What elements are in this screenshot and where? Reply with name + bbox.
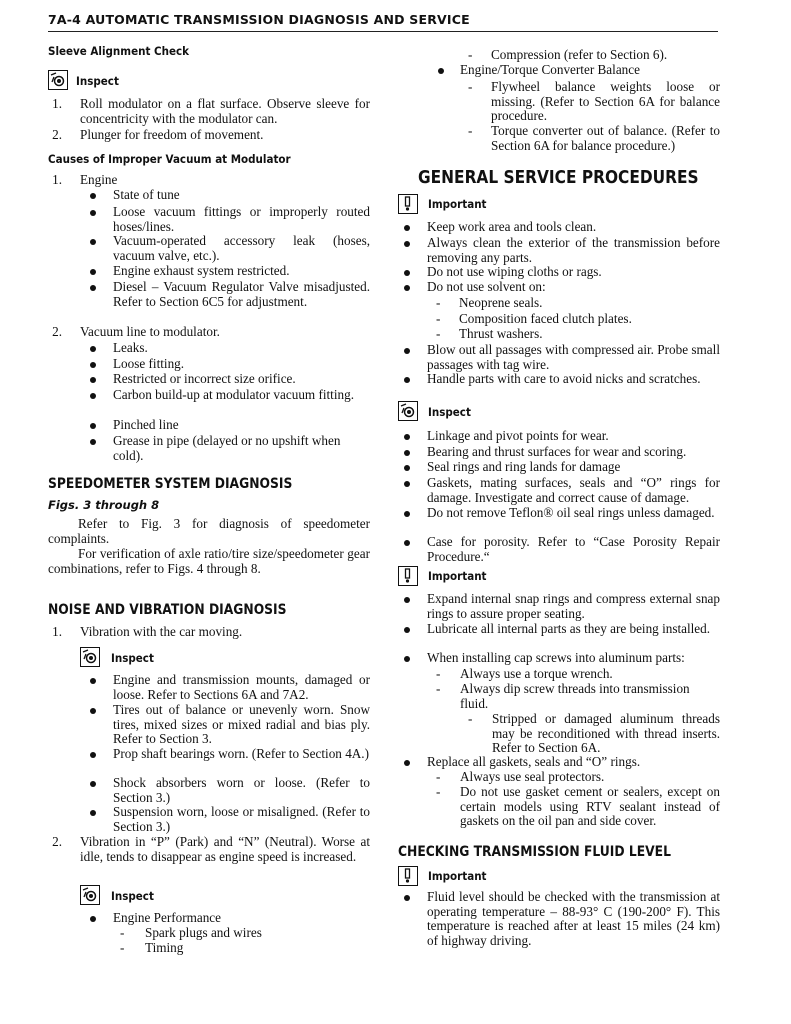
noise-heading: NOISE AND VIBRATION DIAGNOSIS	[48, 602, 287, 618]
bullet	[404, 656, 410, 662]
dash-marker: -	[436, 295, 441, 310]
dash-marker: -	[436, 784, 441, 799]
bullet-text: Lubricate all internal parts as they are being installed.	[427, 621, 711, 636]
bullet	[90, 678, 96, 684]
list-item: Engine	[80, 172, 118, 187]
list-item: Roll modulator on a flat surface. Observe sleeve for concentricity with the modulator can.	[80, 96, 370, 126]
important-label: Important	[428, 869, 487, 883]
bullet	[90, 781, 96, 787]
bullet-text: Keep work area and tools clean.	[427, 219, 597, 234]
important-label: Important	[428, 569, 487, 583]
bullet-text: Replace all gaskets, seals and “O” rings.	[427, 754, 641, 769]
dash-text: Composition faced clutch plates.	[459, 311, 632, 326]
speedometer-heading: SPEEDOMETER SYSTEM DIAGNOSIS	[48, 476, 293, 492]
eye-inspect-icon	[80, 885, 100, 905]
bullet	[404, 450, 410, 456]
bullet-text: Vacuum-operated accessory leak (hoses, vacuum valve, etc.).	[113, 233, 370, 263]
bullet-text: Prop shaft bearings worn. (Refer to Section 4A.)	[113, 746, 369, 761]
bullet	[90, 239, 96, 245]
bullet-text: Pinched line	[113, 417, 179, 432]
bullet	[90, 346, 96, 352]
exclamation-important-icon	[398, 866, 418, 886]
bullet	[404, 760, 410, 766]
dash-text: Stripped or damaged aluminum threads may be reconditioned with thread inserts. Refer to Section 6A.	[492, 711, 720, 756]
dash-text: Torque converter out of balance. (Refer to Section 6A for balance procedure.)	[491, 123, 720, 153]
speedometer-paragraph: Refer to Fig. 3 for diagnosis of speedometer complaints.	[48, 516, 370, 546]
bullet	[404, 540, 410, 546]
bullet-text: Expand internal snap rings and compress external snap rings to assure proper seating.	[427, 591, 720, 621]
bullet	[404, 627, 410, 633]
dash-text: Do not use gasket cement or sealers, except on certain models using RTV sealant instead of gaskets on the oil pan and side cover.	[460, 784, 720, 829]
bullet-text: Engine and transmission mounts, damaged or loose. Refer to Sections 6A and 7A2.	[113, 672, 370, 702]
bullet-text: Gaskets, mating surfaces, seals and “O” rings for damage. Investigate and correct cause of damage.	[427, 475, 720, 505]
bullet	[404, 597, 410, 603]
dash-marker: -	[468, 123, 473, 138]
list-number: 2.	[52, 324, 62, 339]
fluid-heading: CHECKING TRANSMISSION FLUID LEVEL	[398, 844, 671, 860]
bullet	[90, 439, 96, 445]
eye-inspect-icon	[80, 647, 100, 667]
dash-text: Neoprene seals.	[459, 295, 543, 310]
bullet	[90, 269, 96, 275]
dash-marker: -	[436, 666, 441, 681]
bullet	[404, 270, 410, 276]
bullet-text: Do not remove Teflon® oil seal rings unless damaged.	[427, 505, 715, 520]
bullet-text: Engine exhaust system restricted.	[113, 263, 290, 278]
dash-text: Flywheel balance weights loose or missing. (Refer to Section 6A for balance procedure.	[491, 79, 720, 124]
list-item: Plunger for freedom of movement.	[80, 127, 264, 142]
bullet	[90, 193, 96, 199]
bullet-text: Handle parts with care to avoid nicks and scratches.	[427, 371, 701, 386]
inspect-label: Inspect	[76, 74, 119, 88]
list-number: 1.	[52, 96, 62, 111]
bullet-text: Grease in pipe (delayed or no upshift when cold).	[113, 433, 341, 463]
important-label: Important	[428, 197, 487, 211]
page-header	[48, 9, 718, 32]
sleeve-heading: Sleeve Alignment Check	[48, 44, 190, 58]
dash-text: Always dip screw threads into transmission fluid.	[460, 681, 690, 711]
bullet-text: Do not use solvent on:	[427, 279, 546, 294]
bullet	[90, 810, 96, 816]
inspect-label: Inspect	[111, 651, 154, 665]
bullet-text: Engine Performance	[113, 910, 222, 925]
dash-marker: -	[120, 925, 125, 940]
causes-heading: Causes of Improper Vacuum at Modulator	[48, 152, 291, 166]
bullet-text: Loose vacuum fittings or improperly routed hoses/lines.	[113, 204, 370, 234]
bullet-text: Engine/Torque Converter Balance	[460, 62, 640, 77]
bullet	[404, 225, 410, 231]
list-item: Vibration with the car moving.	[80, 624, 243, 639]
list-item: Vibration in “P” (Park) and “N” (Neutral). Worse at idle, tends to disappear as engine speed is increased.	[80, 834, 370, 864]
bullet-text: Seal rings and ring lands for damage	[427, 459, 621, 474]
dash-marker: -	[468, 47, 473, 62]
bullet-text: Suspension worn, loose or misaligned. (Refer to Section 3.)	[113, 804, 370, 834]
speedometer-paragraph: For verification of axle ratio/tire size/speedometer gear combinations, refer to Figs. 4 through 8.	[48, 546, 370, 576]
bullet-text: Case for porosity. Refer to “Case Porosity Repair Procedure.“	[427, 534, 720, 564]
bullet	[404, 511, 410, 517]
dash-marker: -	[436, 769, 441, 784]
bullet	[404, 285, 410, 291]
bullet	[404, 481, 410, 487]
bullet-text: Do not use wiping cloths or rags.	[427, 264, 602, 279]
bullet	[404, 377, 410, 383]
inspect-label: Inspect	[111, 889, 154, 903]
exclamation-important-icon	[398, 566, 418, 586]
dash-marker: -	[468, 711, 473, 726]
inspect-label: Inspect	[428, 405, 471, 419]
bullet	[404, 348, 410, 354]
eye-inspect-icon	[48, 70, 68, 90]
list-number: 1.	[52, 172, 62, 187]
bullet-text: State of tune	[113, 187, 180, 202]
bullet-text: Leaks.	[113, 340, 148, 355]
bullet	[90, 377, 96, 383]
bullet-text: Shock absorbers worn or loose. (Refer to Section 3.)	[113, 775, 370, 805]
dash-text: Spark plugs and wires	[145, 925, 262, 940]
dash-text: Always use a torque wrench.	[460, 666, 613, 681]
bullet-text: Diesel – Vacuum Regulator Valve misadjusted. Refer to Section 6C5 for adjustment.	[113, 279, 370, 309]
bullet	[404, 241, 410, 247]
exclamation-important-icon	[398, 194, 418, 214]
bullet-text: Carbon build-up at modulator vacuum fitting.	[113, 387, 354, 402]
bullet	[90, 393, 96, 399]
bullet	[404, 434, 410, 440]
dash-text: Compression (refer to Section 6).	[491, 47, 668, 62]
page-header-title: 7A-4 AUTOMATIC TRANSMISSION DIAGNOSIS AND SERVICE	[48, 12, 470, 27]
bullet-text: Bearing and thrust surfaces for wear and scoring.	[427, 444, 687, 459]
bullet	[90, 752, 96, 758]
bullet	[90, 362, 96, 368]
bullet	[90, 708, 96, 714]
dash-text: Thrust washers.	[459, 326, 543, 341]
bullet	[404, 895, 410, 901]
dash-text: Timing	[145, 940, 184, 955]
bullet-text: Linkage and pivot points for wear.	[427, 428, 609, 443]
bullet	[90, 423, 96, 429]
eye-inspect-icon	[398, 401, 418, 421]
bullet	[404, 465, 410, 471]
bullet-text: Blow out all passages with compressed air. Probe small passages with tag wire.	[427, 342, 720, 372]
bullet-text: Always clean the exterior of the transmission before removing any parts.	[427, 235, 720, 265]
list-number: 1.	[52, 624, 62, 639]
dash-marker: -	[436, 681, 441, 696]
dash-marker: -	[436, 311, 441, 326]
bullet	[90, 916, 96, 922]
speedometer-figs: Figs. 3 through 8	[48, 498, 160, 512]
dash-marker: -	[468, 79, 473, 94]
bullet	[90, 285, 96, 291]
dash-marker: -	[120, 940, 125, 955]
list-item: Vacuum line to modulator.	[80, 324, 220, 339]
bullet-text: Tires out of balance or unevenly worn. Snow tires, mixed sizes or mixed radial and bias ply. Refer to Section 3.	[113, 702, 370, 747]
dash-text: Always use seal protectors.	[460, 769, 605, 784]
bullet-text: Fluid level should be checked with the transmission at operating temperature – 88-93° C (190-200° F). This temperature is reached after at least 15 miles (24 km) of highway driving.	[427, 889, 720, 948]
bullet-text: Loose fitting.	[113, 356, 185, 371]
list-number: 2.	[52, 834, 62, 849]
general-heading: GENERAL SERVICE PROCEDURES	[418, 168, 699, 188]
dash-marker: -	[436, 326, 441, 341]
bullet-text: When installing cap screws into aluminum parts:	[427, 650, 685, 665]
bullet-text: Restricted or incorrect size orifice.	[113, 371, 296, 386]
list-number: 2.	[52, 127, 62, 142]
bullet	[90, 210, 96, 216]
bullet	[438, 68, 444, 74]
